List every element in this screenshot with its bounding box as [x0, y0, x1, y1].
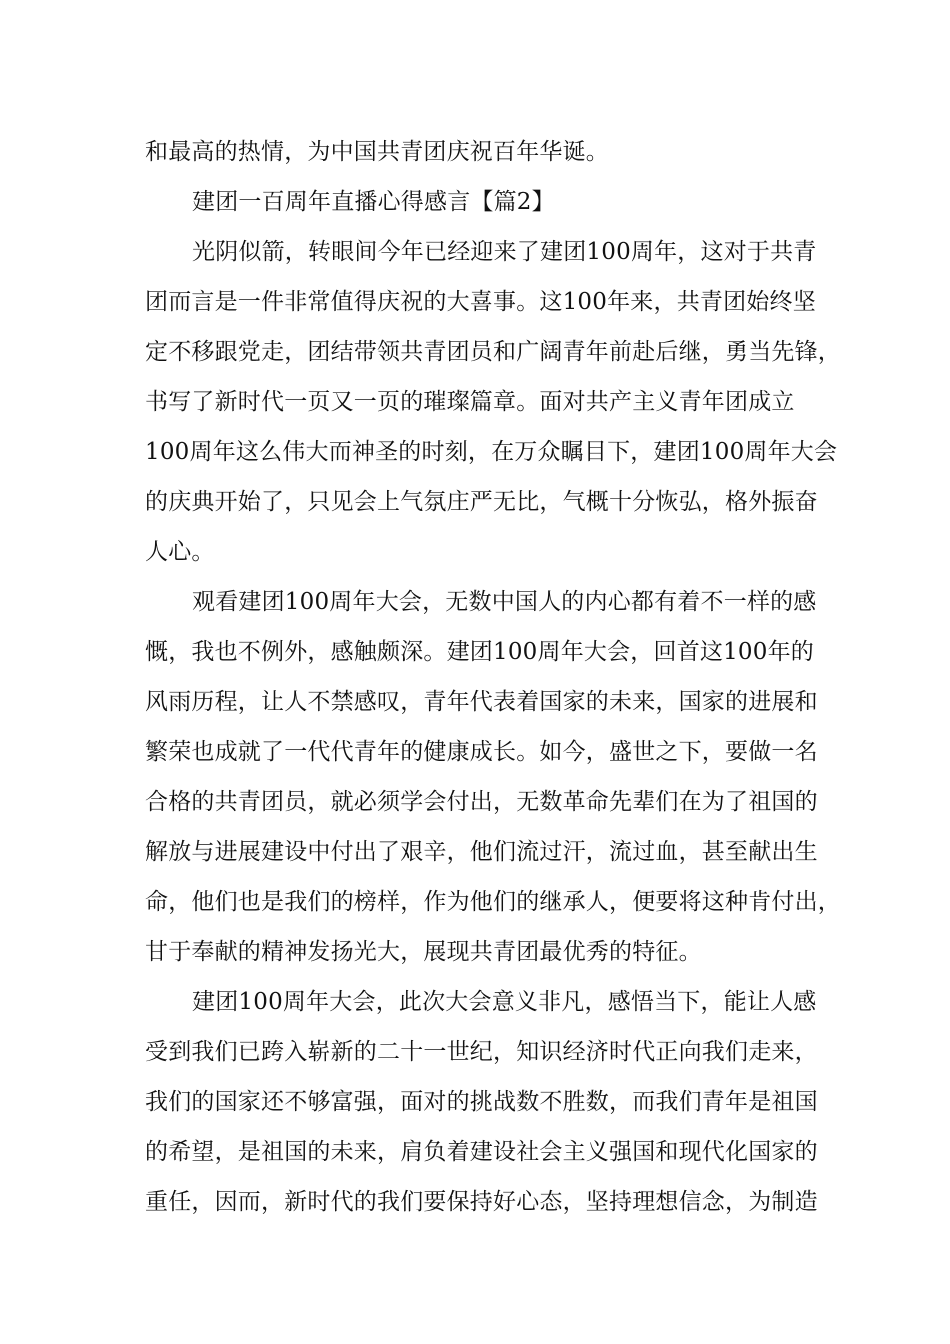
paragraph-line: 定不移跟党走，团结带领共青团员和广阔青年前赴后继，勇当先锋， [145, 339, 841, 365]
paragraph-line: 和最高的热情，为中国共青团庆祝百年华诞。 [145, 139, 609, 165]
paragraph-line: 重任，因而，新时代的我们要保持好心态，坚持理想信念，为制造 [145, 1189, 818, 1215]
paragraph-line: 命，他们也是我们的榜样，作为他们的继承人，便要将这种肯付出， [145, 889, 841, 915]
paragraph-line: 的庆典开始了，只见会上气氛庄严无比，气概十分恢弘，格外振奋 [145, 489, 818, 515]
paragraph-line: 解放与进展建设中付出了艰辛，他们流过汗，流过血，甚至献出生 [145, 839, 818, 865]
paragraph-line: 风雨历程，让人不禁感叹，青年代表着国家的未来，国家的进展和 [145, 689, 818, 715]
paragraph-line: 光阴似箭，转眼间今年已经迎来了建团100周年，这对于共青 [192, 239, 817, 265]
paragraph-line: 人心。 [145, 539, 215, 565]
paragraph-line: 慨，我也不例外，感触颇深。建团100周年大会，回首这100年的 [145, 639, 814, 665]
paragraph-line: 100周年这么伟大而神圣的时刻，在万众瞩目下，建团100周年大会 [145, 439, 838, 465]
paragraph-line: 甘于奉献的精神发扬光大，展现共青团最优秀的特征。 [145, 939, 702, 965]
paragraph-line: 观看建团100周年大会，无数中国人的内心都有着不一样的感 [192, 589, 817, 615]
paragraph-line: 书写了新时代一页又一页的璀璨篇章。面对共产主义青年团成立 [145, 389, 795, 415]
paragraph-line: 繁荣也成就了一代代青年的健康成长。如今，盛世之下，要做一名 [145, 739, 818, 765]
paragraph-line: 我们的国家还不够富强，面对的挑战数不胜数，而我们青年是祖国 [145, 1089, 818, 1115]
paragraph-line: 建团100周年大会，此次大会意义非凡，感悟当下，能让人感 [192, 989, 817, 1015]
paragraph-line: 的希望，是祖国的未来，肩负着建设社会主义强国和现代化国家的 [145, 1139, 818, 1165]
section-heading: 建团一百周年直播心得感言【篇2】 [192, 189, 555, 215]
paragraph-line: 合格的共青团员，就必须学会付出，无数革命先辈们在为了祖国的 [145, 789, 818, 815]
paragraph-line: 团而言是一件非常值得庆祝的大喜事。这100年来，共青团始终坚 [145, 289, 816, 315]
paragraph-line: 受到我们已跨入崭新的二十一世纪，知识经济时代正向我们走来， [145, 1039, 818, 1065]
